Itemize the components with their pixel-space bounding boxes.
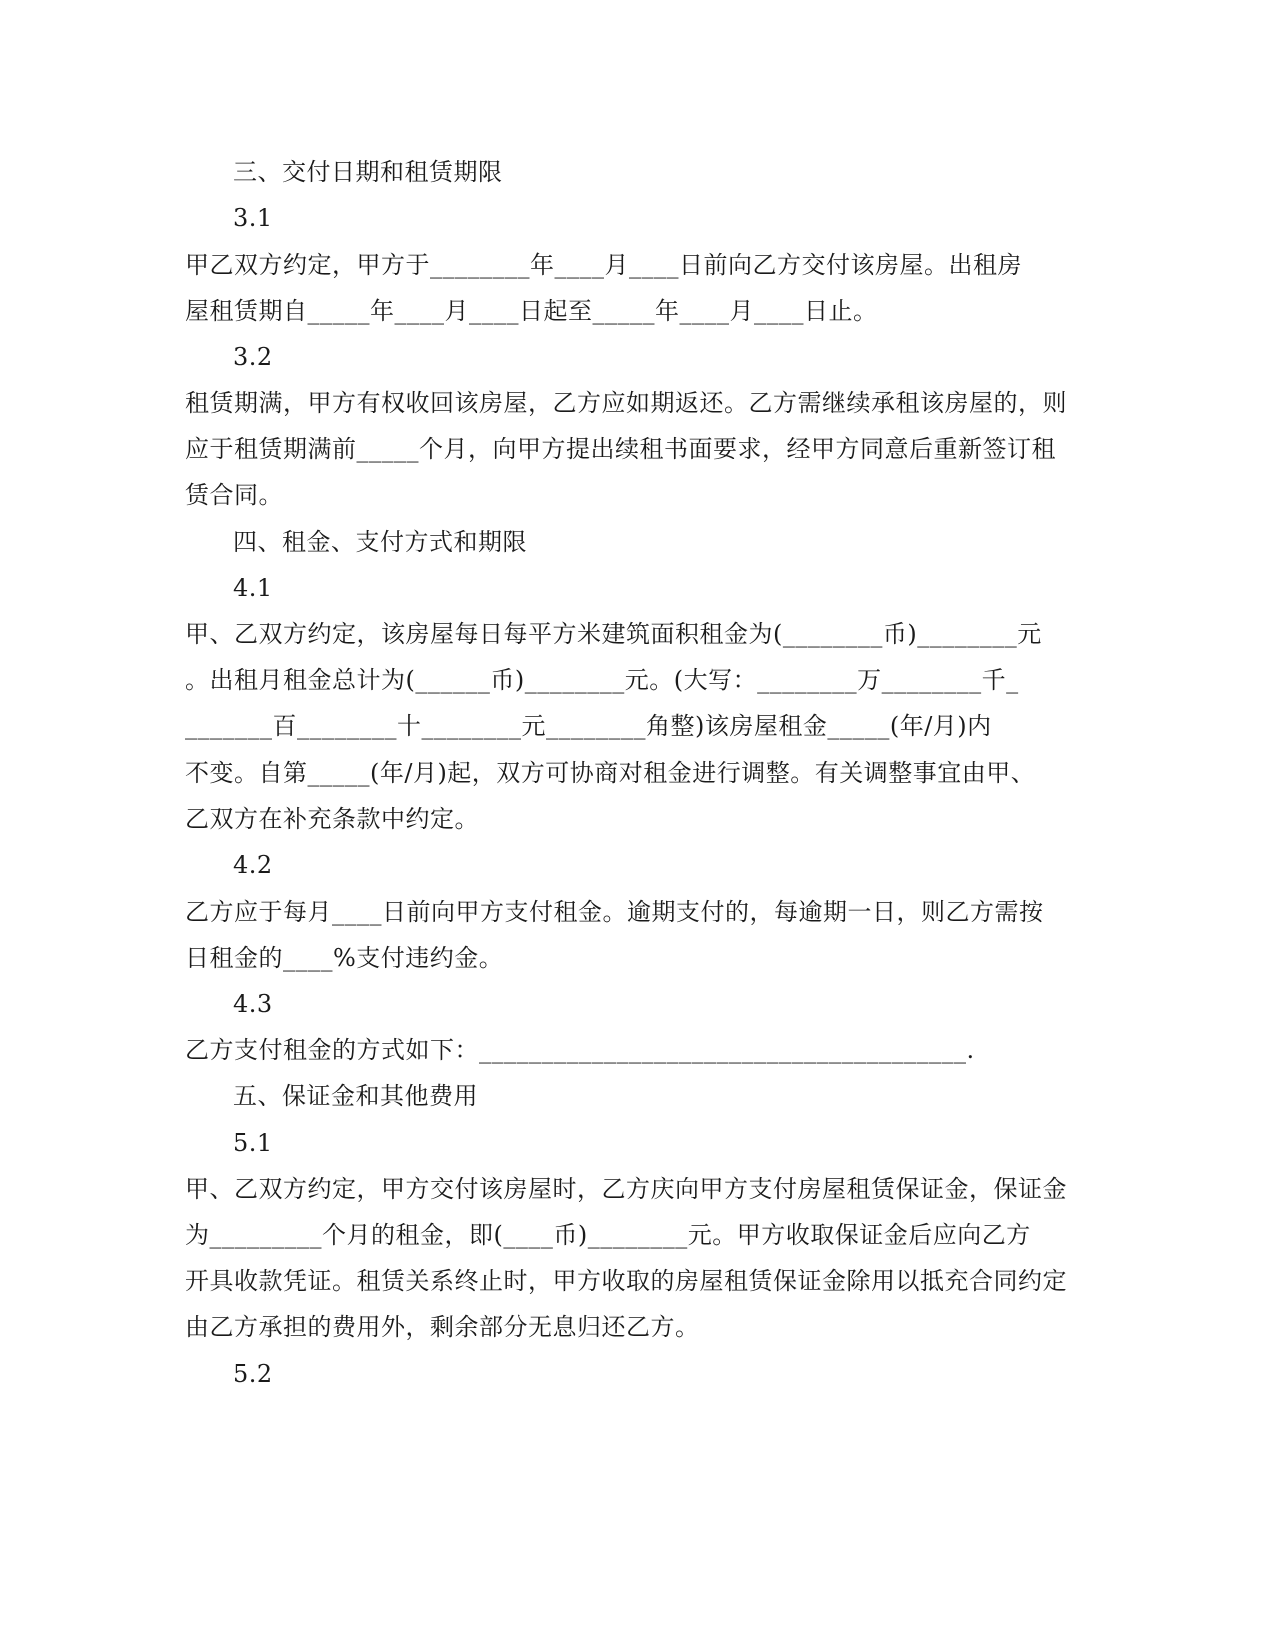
section-heading-5: 五、保证金和其他费用 <box>233 1082 478 1110</box>
clause-text-line: 乙方支付租金的方式如下：_______________________________________. <box>185 1036 975 1064</box>
clause-text-line: 日租金的____%支付违约金。 <box>185 944 504 972</box>
clause-number-5-1: 5.1 <box>233 1129 273 1157</box>
clause-text-line: 赁合同。 <box>185 481 283 509</box>
clause-text-line: 开具收款凭证。租赁关系终止时，甲方收取的房屋租赁保证金除用以抵充合同约定 <box>185 1267 1067 1295</box>
clause-text-line: _______百________十________元________角整)该房屋租金_____(年/月)内 <box>185 712 992 740</box>
clause-text-line: 甲乙双方约定，甲方于________年____月____日前向乙方交付该房屋。出租房 <box>185 251 1022 279</box>
clause-text-line: 租赁期满，甲方有权收回该房屋，乙方应如期返还。乙方需继续承租该房屋的，则 <box>185 389 1067 417</box>
clause-text-line: 。出租月租金总计为(______币)________元。(大写：________万________千_ <box>185 666 1019 694</box>
clause-text-line: 由乙方承担的费用外，剩余部分无息归还乙方。 <box>185 1313 700 1341</box>
clause-number-3-2: 3.2 <box>233 343 273 371</box>
clause-number-5-2: 5.2 <box>233 1360 273 1388</box>
section-heading-3: 三、交付日期和租赁期限 <box>233 158 503 186</box>
clause-text-line: 甲、乙双方约定，该房屋每日每平方米建筑面积租金为(________币)________元 <box>185 620 1042 648</box>
clause-text-line: 屋租赁期自_____年____月____日起至_____年____月____日止。 <box>185 297 878 325</box>
clause-number-4-3: 4.3 <box>233 990 273 1018</box>
clause-text-line: 不变。自第_____(年/月)起，双方可协商对租金进行调整。有关调整事宜由甲、 <box>185 759 1036 787</box>
clause-text-line: 应于租赁期满前_____个月，向甲方提出续租书面要求，经甲方同意后重新签订租 <box>185 435 1056 463</box>
section-heading-4: 四、租金、支付方式和期限 <box>233 528 527 556</box>
clause-text-line: 甲、乙双方约定，甲方交付该房屋时，乙方庆向甲方支付房屋租赁保证金，保证金 <box>185 1175 1067 1203</box>
clause-text-line: 乙双方在补充条款中约定。 <box>185 805 479 833</box>
clause-text-line: 为_________个月的租金，即(____币)________元。甲方收取保证金后应向乙方 <box>185 1221 1031 1249</box>
clause-text-line: 乙方应于每月____日前向甲方支付租金。逾期支付的，每逾期一日，则乙方需按 <box>185 898 1044 926</box>
clause-number-4-2: 4.2 <box>233 851 273 879</box>
clause-number-3-1: 3.1 <box>233 204 273 232</box>
clause-number-4-1: 4.1 <box>233 574 273 602</box>
